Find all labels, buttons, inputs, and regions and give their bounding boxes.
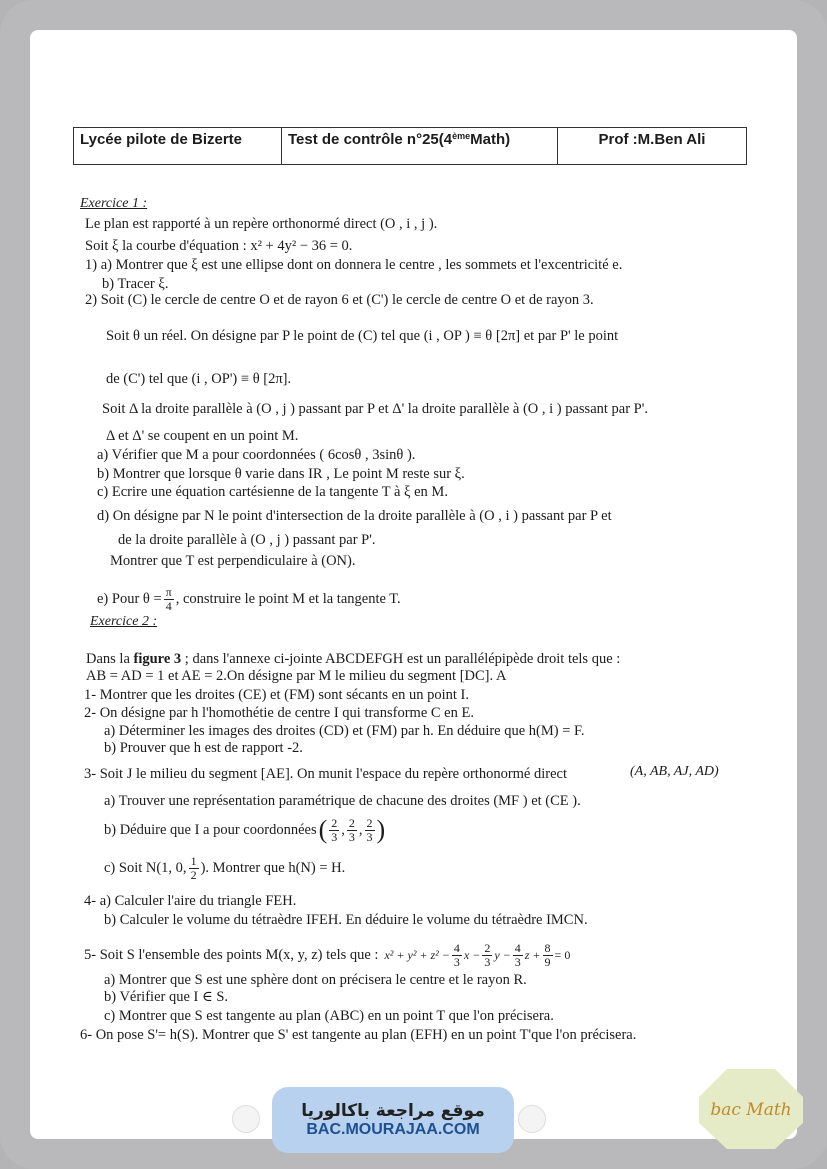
banner-domain: BAC.MOURAJAA.COM xyxy=(306,1121,480,1138)
eq-frac-4-3-a xyxy=(452,942,462,969)
site-logo-left-icon xyxy=(232,1105,260,1133)
ex1-line-8: Soit Δ la droite parallèle à (O , j ) passant par P et Δ' la droite parallèle à (O , i ) passant par P'. xyxy=(102,401,648,417)
paren-open: ( xyxy=(318,815,328,844)
den: 3 xyxy=(331,829,338,844)
ex2-q3b: b) Déduire que I a pour coordonnées ( $\frac{2}{3}$ , $\frac{2}{3}$ , $\frac{2}{3}$ ) xyxy=(104,815,386,844)
eq-frac-2-3 xyxy=(482,942,492,969)
ex2-q6: 6- On pose S'= h(S). Montrer que S' est tangente au plan (EFH) en un point T'que l'on précisera. xyxy=(80,1027,637,1043)
sphere-eq-c: y − xyxy=(494,948,511,962)
paren-close: ) xyxy=(376,815,386,844)
banner-arabic-title: موقع مراجعة باكالوريا xyxy=(301,1101,485,1121)
coord-frac-1 xyxy=(329,817,339,844)
num: 8 xyxy=(544,941,551,955)
ex2-q5c: c) Montrer que S est tangente au plan (ABC) en un point T que l'on précisera. xyxy=(104,1008,554,1024)
ex1-line-4: b) Tracer ξ. xyxy=(102,276,169,292)
ex2-q5-text: 5- Soit S l'ensemble des points M(x, y, z) tels que : xyxy=(84,947,379,963)
ex1-line-16-a: e) Pour θ = xyxy=(97,591,162,607)
den: 9 xyxy=(544,955,551,969)
sphere-eq-b: x − xyxy=(463,948,481,962)
ex2-intro-2: AB = AD = 1 et AE = 2.On désigne par M le milieu du segment [DC]. A xyxy=(86,668,507,684)
ex2-q3c-a: c) Soit N(1, 0, xyxy=(104,860,187,876)
num: 2 xyxy=(366,815,373,830)
ex2-q5b: b) Vérifier que I ∈ S. xyxy=(104,989,229,1005)
ex2-q1: 1- Montrer que les droites (CE) et (FM) sont sécants en un point I. xyxy=(84,687,469,703)
den: 2 xyxy=(190,868,197,882)
bac-math-logo-icon xyxy=(697,1067,805,1151)
ex2-q3c-b: ). Montrer que h(N) = H. xyxy=(200,860,346,876)
test-title xyxy=(282,128,558,164)
ex2-q3a: a) Trouver une représentation paramétrique de chacune des droites (MF ) et (CE ). xyxy=(104,793,581,809)
sphere-eq-d: z + xyxy=(524,948,541,962)
exercise-1-title: Exercice 1 : xyxy=(80,196,148,211)
half-fraction xyxy=(189,855,199,882)
den: 3 xyxy=(366,829,373,844)
ex2-intro-1-a: Dans la xyxy=(86,651,134,667)
ex2-q3-frame: (A, AB, AJ, AD) xyxy=(630,764,719,779)
ex2-intro-1 xyxy=(86,651,620,668)
ex2-q4b: b) Calculer le volume du tétraèdre IFEH. En déduire le volume du tétraèdre IMCN. xyxy=(104,912,588,928)
ex2-q2b: b) Prouver que h est de rapport -2. xyxy=(104,740,303,756)
ex1-line-10: a) Vérifier que M a pour coordonnées ( 6cosθ , 3sinθ ). xyxy=(97,447,416,463)
test-title-sup: ème xyxy=(452,131,471,141)
num: 1 xyxy=(190,854,197,868)
ex1-line-3: 1) a) Montrer que ξ est une ellipse dont on donnera le centre , les sommets et l'excentricité e. xyxy=(85,257,623,273)
coord-frac-2 xyxy=(347,817,357,844)
sphere-eq-e: = 0 xyxy=(554,948,571,962)
num: 2 xyxy=(484,941,491,955)
den: 3 xyxy=(514,955,521,969)
eq-frac-8-9 xyxy=(543,942,553,969)
ex1-line-12: c) Ecrire une équation cartésienne de la tangente T à ξ en M. xyxy=(97,484,448,500)
ex1-line-13: d) On désigne par N le point d'intersection de la droite parallèle à (O , i ) passant par P et xyxy=(97,508,612,524)
ex2-q2: 2- On désigne par h l'homothétie de centre I qui transforme C en E. xyxy=(84,705,474,721)
ex2-q2a: a) Déterminer les images des droites (CD) et (FM) par h. En déduire que h(M) = F. xyxy=(104,723,585,739)
school-name: Lycée pilote de Bizerte xyxy=(74,128,282,164)
ex2-q3b-text: b) Déduire que I a pour coordonnées xyxy=(104,821,317,838)
den: 3 xyxy=(484,955,491,969)
coord-frac-3 xyxy=(365,817,375,844)
site-logo-right-icon xyxy=(518,1105,546,1133)
test-title-suffix: Math) xyxy=(470,131,511,148)
test-title-prefix: Test de contrôle n°25(4 xyxy=(288,131,453,148)
fraction-numerator: π xyxy=(165,585,172,599)
ex1-line-15: Montrer que T est perpendiculaire à (ON). xyxy=(110,553,356,569)
exercise-2-title: Exercice 2 : xyxy=(90,614,158,629)
num: 2 xyxy=(348,815,355,830)
eq-frac-4-3-b xyxy=(513,942,523,969)
exam-header xyxy=(73,127,747,165)
num: 4 xyxy=(514,941,521,955)
ex2-intro-1-c: ; dans l'annexe ci-jointe ABCDEFGH est un parallélépipède droit tels que : xyxy=(181,651,621,667)
teacher-name: Prof :M.Ben Ali xyxy=(598,131,706,148)
ex1-line-5: 2) Soit (C) le cercle de centre O et de rayon 6 et (C') le cercle de centre O et de rayon 3. xyxy=(85,292,594,308)
den: 3 xyxy=(348,829,355,844)
fraction-denominator: 4 xyxy=(165,599,172,613)
ex1-line-7: de (C') tel que (i , OP') ≡ θ [2π]. xyxy=(106,371,292,387)
ex1-line-2: Soit ξ la courbe d'équation : x² + 4y² − 36 = 0. xyxy=(85,238,353,254)
ex1-line-11: b) Montrer que lorsque θ varie dans IR , Le point M reste sur ξ. xyxy=(97,466,465,482)
ex2-q4: 4- a) Calculer l'aire du triangle FEH. xyxy=(84,893,297,909)
den: 3 xyxy=(453,955,460,969)
ex1-line-14: de la droite parallèle à (O , j ) passant par P'. xyxy=(118,532,376,548)
ex2-q3: 3- Soit J le milieu du segment [AE]. On munit l'espace du repère orthonormé direct xyxy=(84,766,567,782)
ex1-line-16-b: , construire le point M et la tangente T. xyxy=(175,591,401,607)
ex1-line-1: Le plan est rapporté à un repère orthonormé direct (O , i , j ). xyxy=(85,216,438,232)
logo-text: bac Math xyxy=(710,1100,792,1120)
num: 4 xyxy=(453,941,460,955)
num: 2 xyxy=(331,815,338,830)
ex2-q5a: a) Montrer que S est une sphère dont on précisera le centre et le rayon R. xyxy=(104,972,527,988)
ex1-line-9: Δ et Δ' se coupent en un point M. xyxy=(106,428,299,444)
site-banner[interactable] xyxy=(272,1087,514,1153)
sphere-eq-a: x² + y² + z² − xyxy=(384,948,450,962)
ex1-line-16 xyxy=(97,586,401,613)
ex2-q5 xyxy=(84,942,570,969)
ex2-intro-1-figure: figure 3 xyxy=(133,651,182,667)
ex1-line-6: Soit θ un réel. On désigne par P le point de (C) tel que (i , OP ) ≡ θ [2π] et par P' le point xyxy=(106,328,619,344)
pi-over-4-fraction xyxy=(164,586,174,613)
ex2-q3c xyxy=(104,855,345,882)
